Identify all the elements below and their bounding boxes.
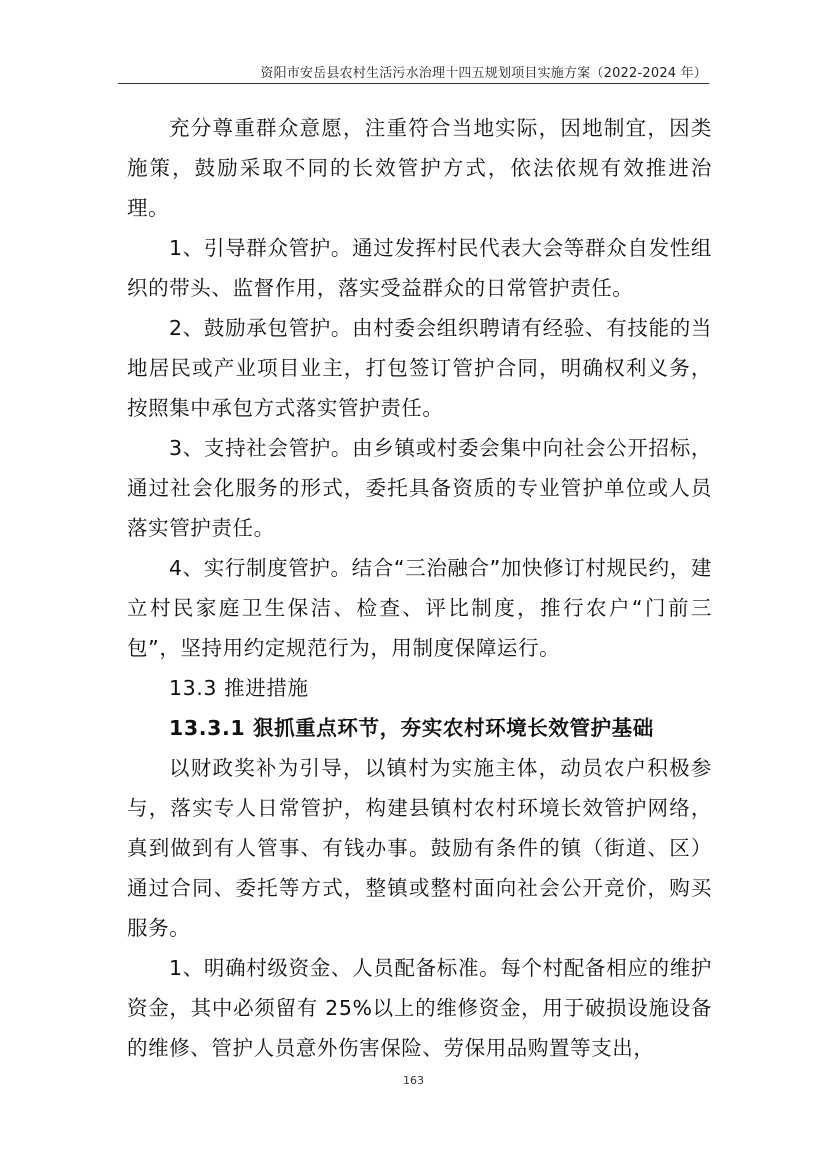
paragraph-funding-item-1: 1、明确村级资金、人员配备标准。每个村配备相应的维护资金，其中必须留有 25%以上的维修资金，用于破损设施设备的维修、管护人员意外伤害保险、劳保用品购置等支出， <box>127 956 712 1060</box>
section-heading-13-3-1: 13.3.1 狠抓重点环节，夯实农村环境长效管护基础 <box>169 716 654 740</box>
section-heading-13-3: 13.3 推进措施 <box>169 676 309 700</box>
document-body <box>127 108 712 1068</box>
paragraph-intro: 充分尊重群众意愿，注重符合当地实际，因地制宜，因类施策，鼓励采取不同的长效管护方式，依法依规有效推进治理。 <box>127 116 712 220</box>
paragraph-item-4: 4、实行制度管护。结合“三治融合”加快修订村规民约，建立村民家庭卫生保洁、检查、评比制度，推行农户“门前三包”，坚持用约定规范行为，用制度保障运行。 <box>127 556 712 660</box>
page-header: 资阳市安岳县农村生活污水治理十四五规划项目实施方案（2022-2024 年） <box>260 66 707 81</box>
paragraph-item-1: 1、引导群众管护。通过发挥村民代表大会等群众自发性组织的带头、监督作用，落实受益群众的日常管护责任。 <box>127 236 712 300</box>
page-number: 163 <box>403 1074 424 1087</box>
paragraph-item-2: 2、鼓励承包管护。由村委会组织聘请有经验、有技能的当地居民或产业项目业主，打包签订管护合同，明确权利义务，按照集中承包方式落实管护责任。 <box>127 316 712 420</box>
header-rule <box>118 83 709 84</box>
paragraph-measures: 以财政奖补为引导，以镇村为实施主体，动员农户积极参与，落实专人日常管护，构建县镇村农村环境长效管护网络，真到做到有人管事、有钱办事。鼓励有条件的镇（街道、区）通过合同、委托等方式，整镇或整村面向社会公开竞价，购买服务。 <box>127 756 712 940</box>
paragraph-item-3: 3、支持社会管护。由乡镇或村委会集中向社会公开招标，通过社会化服务的形式，委托具备资质的专业管护单位或人员落实管护责任。 <box>127 436 712 540</box>
